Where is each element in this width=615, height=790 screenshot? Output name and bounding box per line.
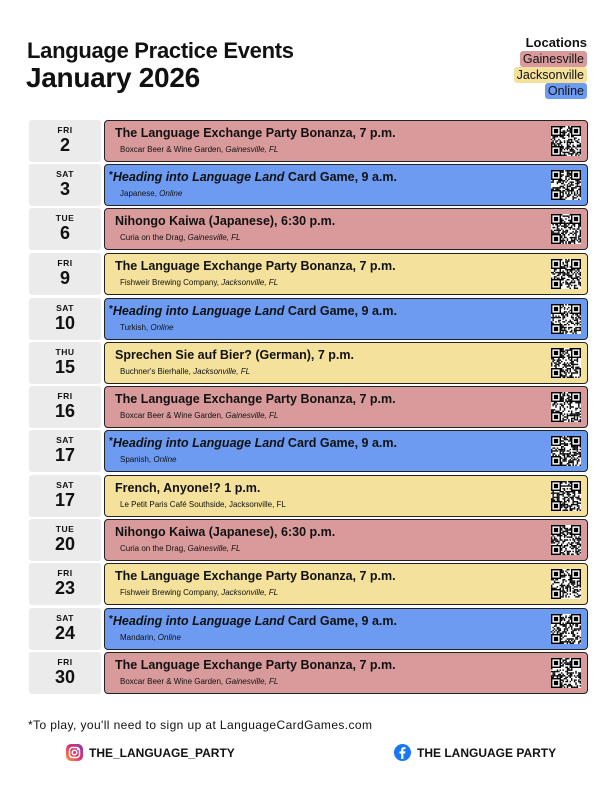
event-date <box>29 298 101 340</box>
qr-code-icon[interactable] <box>551 569 581 599</box>
event-venue: Le Petit Paris Café Southside, Jacksonville, FL <box>120 500 286 509</box>
event-weekday: THU <box>55 347 75 357</box>
event-detail <box>120 677 278 686</box>
instagram-icon <box>66 744 83 761</box>
event-weekday: FRI <box>57 391 73 401</box>
event-day: 17 <box>54 445 76 465</box>
event-row <box>29 519 588 561</box>
event-day: 15 <box>54 357 76 377</box>
event-detail <box>120 411 278 420</box>
event-city: Gainesville, FL <box>225 145 279 154</box>
event-venue: Boxcar Beer & Wine Garden, <box>120 677 226 686</box>
event-city: Gainesville, FL <box>187 233 241 242</box>
event-day: 30 <box>54 667 76 687</box>
event-row <box>29 253 588 295</box>
event-row <box>29 475 588 517</box>
qr-code-icon[interactable] <box>551 525 581 555</box>
event-date <box>29 253 101 295</box>
event-card[interactable] <box>104 563 588 605</box>
event-detail <box>120 500 286 509</box>
event-venue: Spanish, <box>120 455 154 464</box>
event-title-italic: Heading into Language Land <box>112 304 285 318</box>
event-title-italic: Heading into Language Land <box>112 170 285 184</box>
event-venue: Boxcar Beer & Wine Garden, <box>120 411 226 420</box>
event-title <box>115 126 396 140</box>
event-title-text: Card Game, 9 a.m. <box>284 614 397 628</box>
event-card[interactable] <box>104 342 588 384</box>
event-title-text: The Language Exchange Party Bonanza, 7 p.m. <box>115 569 396 583</box>
event-detail <box>120 233 241 242</box>
event-weekday: SAT <box>56 435 74 445</box>
qr-code-icon[interactable] <box>551 658 581 688</box>
event-date <box>29 475 101 517</box>
event-card[interactable] <box>104 164 588 206</box>
event-weekday: TUE <box>55 213 75 223</box>
event-title-text: Card Game, 9 a.m. <box>284 304 397 318</box>
event-weekday: FRI <box>57 258 73 268</box>
facebook-page[interactable] <box>394 744 556 761</box>
event-city: Online <box>153 455 177 464</box>
qr-code-icon[interactable] <box>551 170 581 200</box>
qr-code-icon[interactable] <box>551 481 581 511</box>
event-day: 2 <box>59 135 70 155</box>
event-weekday: SAT <box>56 480 74 490</box>
event-date <box>29 386 101 428</box>
event-title <box>109 436 397 450</box>
footnote-marker: * <box>109 170 113 181</box>
qr-code-icon[interactable] <box>551 436 581 466</box>
event-detail <box>120 145 278 154</box>
event-venue: Boxcar Beer & Wine Garden, <box>120 145 226 154</box>
event-title-text: The Language Exchange Party Bonanza, 7 p.m. <box>115 259 396 273</box>
event-day: 23 <box>54 578 76 598</box>
event-detail <box>120 588 278 597</box>
event-row <box>29 652 588 694</box>
event-day: 10 <box>54 313 76 333</box>
legend-item-gainesville: Gainesville <box>520 51 587 67</box>
event-date <box>29 342 101 384</box>
event-card[interactable] <box>104 386 588 428</box>
event-title <box>115 392 396 406</box>
event-detail <box>120 323 174 332</box>
footnote-marker: * <box>109 304 113 315</box>
event-title-text: Nihongo Kaiwa (Japanese), 6:30 p.m. <box>115 214 336 228</box>
event-weekday: FRI <box>57 657 73 667</box>
event-detail <box>120 189 182 198</box>
event-row <box>29 208 588 250</box>
qr-code-icon[interactable] <box>551 214 581 244</box>
event-card[interactable] <box>104 519 588 561</box>
instagram-label: THE_LANGUAGE_PARTY <box>89 745 235 760</box>
event-venue: Curia on the Drag, <box>120 544 188 553</box>
facebook-label: THE LANGUAGE PARTY <box>417 745 557 760</box>
event-date <box>29 608 101 650</box>
event-title-text: The Language Exchange Party Bonanza, 7 p.m. <box>115 126 396 140</box>
event-day: 17 <box>54 490 76 510</box>
event-detail <box>120 367 250 376</box>
qr-code-icon[interactable] <box>551 614 581 644</box>
event-title-text: The Language Exchange Party Bonanza, 7 p.m. <box>115 392 396 406</box>
sign-up-footnote: *To play, you'll need to sign up at LanguageCardGames.com <box>28 718 373 732</box>
event-venue: Japanese, <box>120 189 160 198</box>
event-date <box>29 164 101 206</box>
event-weekday: SAT <box>56 303 74 313</box>
event-weekday: FRI <box>57 125 73 135</box>
event-venue: Mandarin, <box>120 633 158 642</box>
qr-code-icon[interactable] <box>551 126 581 156</box>
event-day: 24 <box>54 623 76 643</box>
event-date <box>29 208 101 250</box>
footnote-marker: * <box>109 436 113 447</box>
event-title-text: French, Anyone!? 1 p.m. <box>115 481 261 495</box>
qr-code-icon[interactable] <box>551 259 581 289</box>
event-date <box>29 120 101 162</box>
event-row <box>29 430 588 472</box>
legend-item-jacksonville: Jacksonville <box>514 67 587 83</box>
event-card[interactable] <box>104 475 588 517</box>
legend-item-online: Online <box>545 83 587 99</box>
event-venue: Fishweir Brewing Company, <box>120 278 222 287</box>
event-detail <box>120 633 181 642</box>
event-city: Gainesville, FL <box>225 411 279 420</box>
event-venue: Curia on the Drag, <box>120 233 188 242</box>
event-card[interactable] <box>104 120 588 162</box>
event-city: Jacksonville, FL <box>221 278 279 287</box>
event-title <box>109 304 397 318</box>
event-date <box>29 519 101 561</box>
event-title <box>115 481 260 495</box>
event-title-italic: Heading into Language Land <box>112 614 285 628</box>
event-detail <box>120 544 241 553</box>
event-title <box>115 214 335 228</box>
event-city: Online <box>150 323 174 332</box>
event-title-text: Card Game, 9 a.m. <box>284 170 397 184</box>
event-date <box>29 430 101 472</box>
event-title-text: Sprechen Sie auf Bier? (German), 7 p.m. <box>115 348 354 362</box>
event-row <box>29 386 588 428</box>
event-day: 3 <box>59 179 70 199</box>
instagram-handle[interactable] <box>66 744 235 761</box>
event-venue: Buchner's Bierhalle, <box>120 367 194 376</box>
event-card[interactable] <box>104 608 588 650</box>
event-city: Gainesville, FL <box>187 544 241 553</box>
event-date <box>29 563 101 605</box>
event-venue: Turkish, <box>120 323 151 332</box>
event-day: 9 <box>59 268 70 288</box>
event-weekday: SAT <box>56 613 74 623</box>
event-title <box>109 170 397 184</box>
qr-code-icon[interactable] <box>551 392 581 422</box>
event-detail <box>120 455 176 464</box>
qr-code-icon[interactable] <box>551 348 581 378</box>
event-title <box>115 569 396 583</box>
event-weekday: FRI <box>57 568 73 578</box>
legend-title: Locations <box>525 35 587 50</box>
event-day: 16 <box>54 401 76 421</box>
event-title <box>115 348 354 362</box>
event-title <box>115 525 335 539</box>
event-card[interactable] <box>104 298 588 340</box>
event-venue: Fishweir Brewing Company, <box>120 588 222 597</box>
event-city: Jacksonville, FL <box>193 367 251 376</box>
event-title <box>115 259 396 273</box>
event-city: Jacksonville, FL <box>221 588 279 597</box>
event-card[interactable] <box>104 652 588 694</box>
event-title <box>115 658 396 672</box>
event-row <box>29 120 588 162</box>
event-city: Online <box>157 633 181 642</box>
page-subtitle: January 2026 <box>26 62 200 93</box>
event-row <box>29 298 588 340</box>
event-title <box>109 614 397 628</box>
page-title: Language Practice Events <box>27 38 294 63</box>
locations-legend <box>514 35 587 99</box>
event-weekday: TUE <box>55 524 75 534</box>
event-row <box>29 164 588 206</box>
event-title-text: The Language Exchange Party Bonanza, 7 p.m. <box>115 658 396 672</box>
footnote-marker: * <box>109 614 113 625</box>
event-title-text: Nihongo Kaiwa (Japanese), 6:30 p.m. <box>115 525 336 539</box>
event-day: 20 <box>54 534 76 554</box>
event-date <box>29 652 101 694</box>
event-city: Gainesville, FL <box>225 677 279 686</box>
event-day: 6 <box>59 223 70 243</box>
event-row <box>29 563 588 605</box>
event-card[interactable] <box>104 253 588 295</box>
event-title-italic: Heading into Language Land <box>112 436 285 450</box>
facebook-icon <box>394 744 411 761</box>
event-weekday: SAT <box>56 169 74 179</box>
event-detail <box>120 278 278 287</box>
event-title-text: Card Game, 9 a.m. <box>284 436 397 450</box>
event-card[interactable] <box>104 430 588 472</box>
event-card[interactable] <box>104 208 588 250</box>
qr-code-icon[interactable] <box>551 304 581 334</box>
event-city: Online <box>159 189 183 198</box>
event-row <box>29 342 588 384</box>
event-row <box>29 608 588 650</box>
